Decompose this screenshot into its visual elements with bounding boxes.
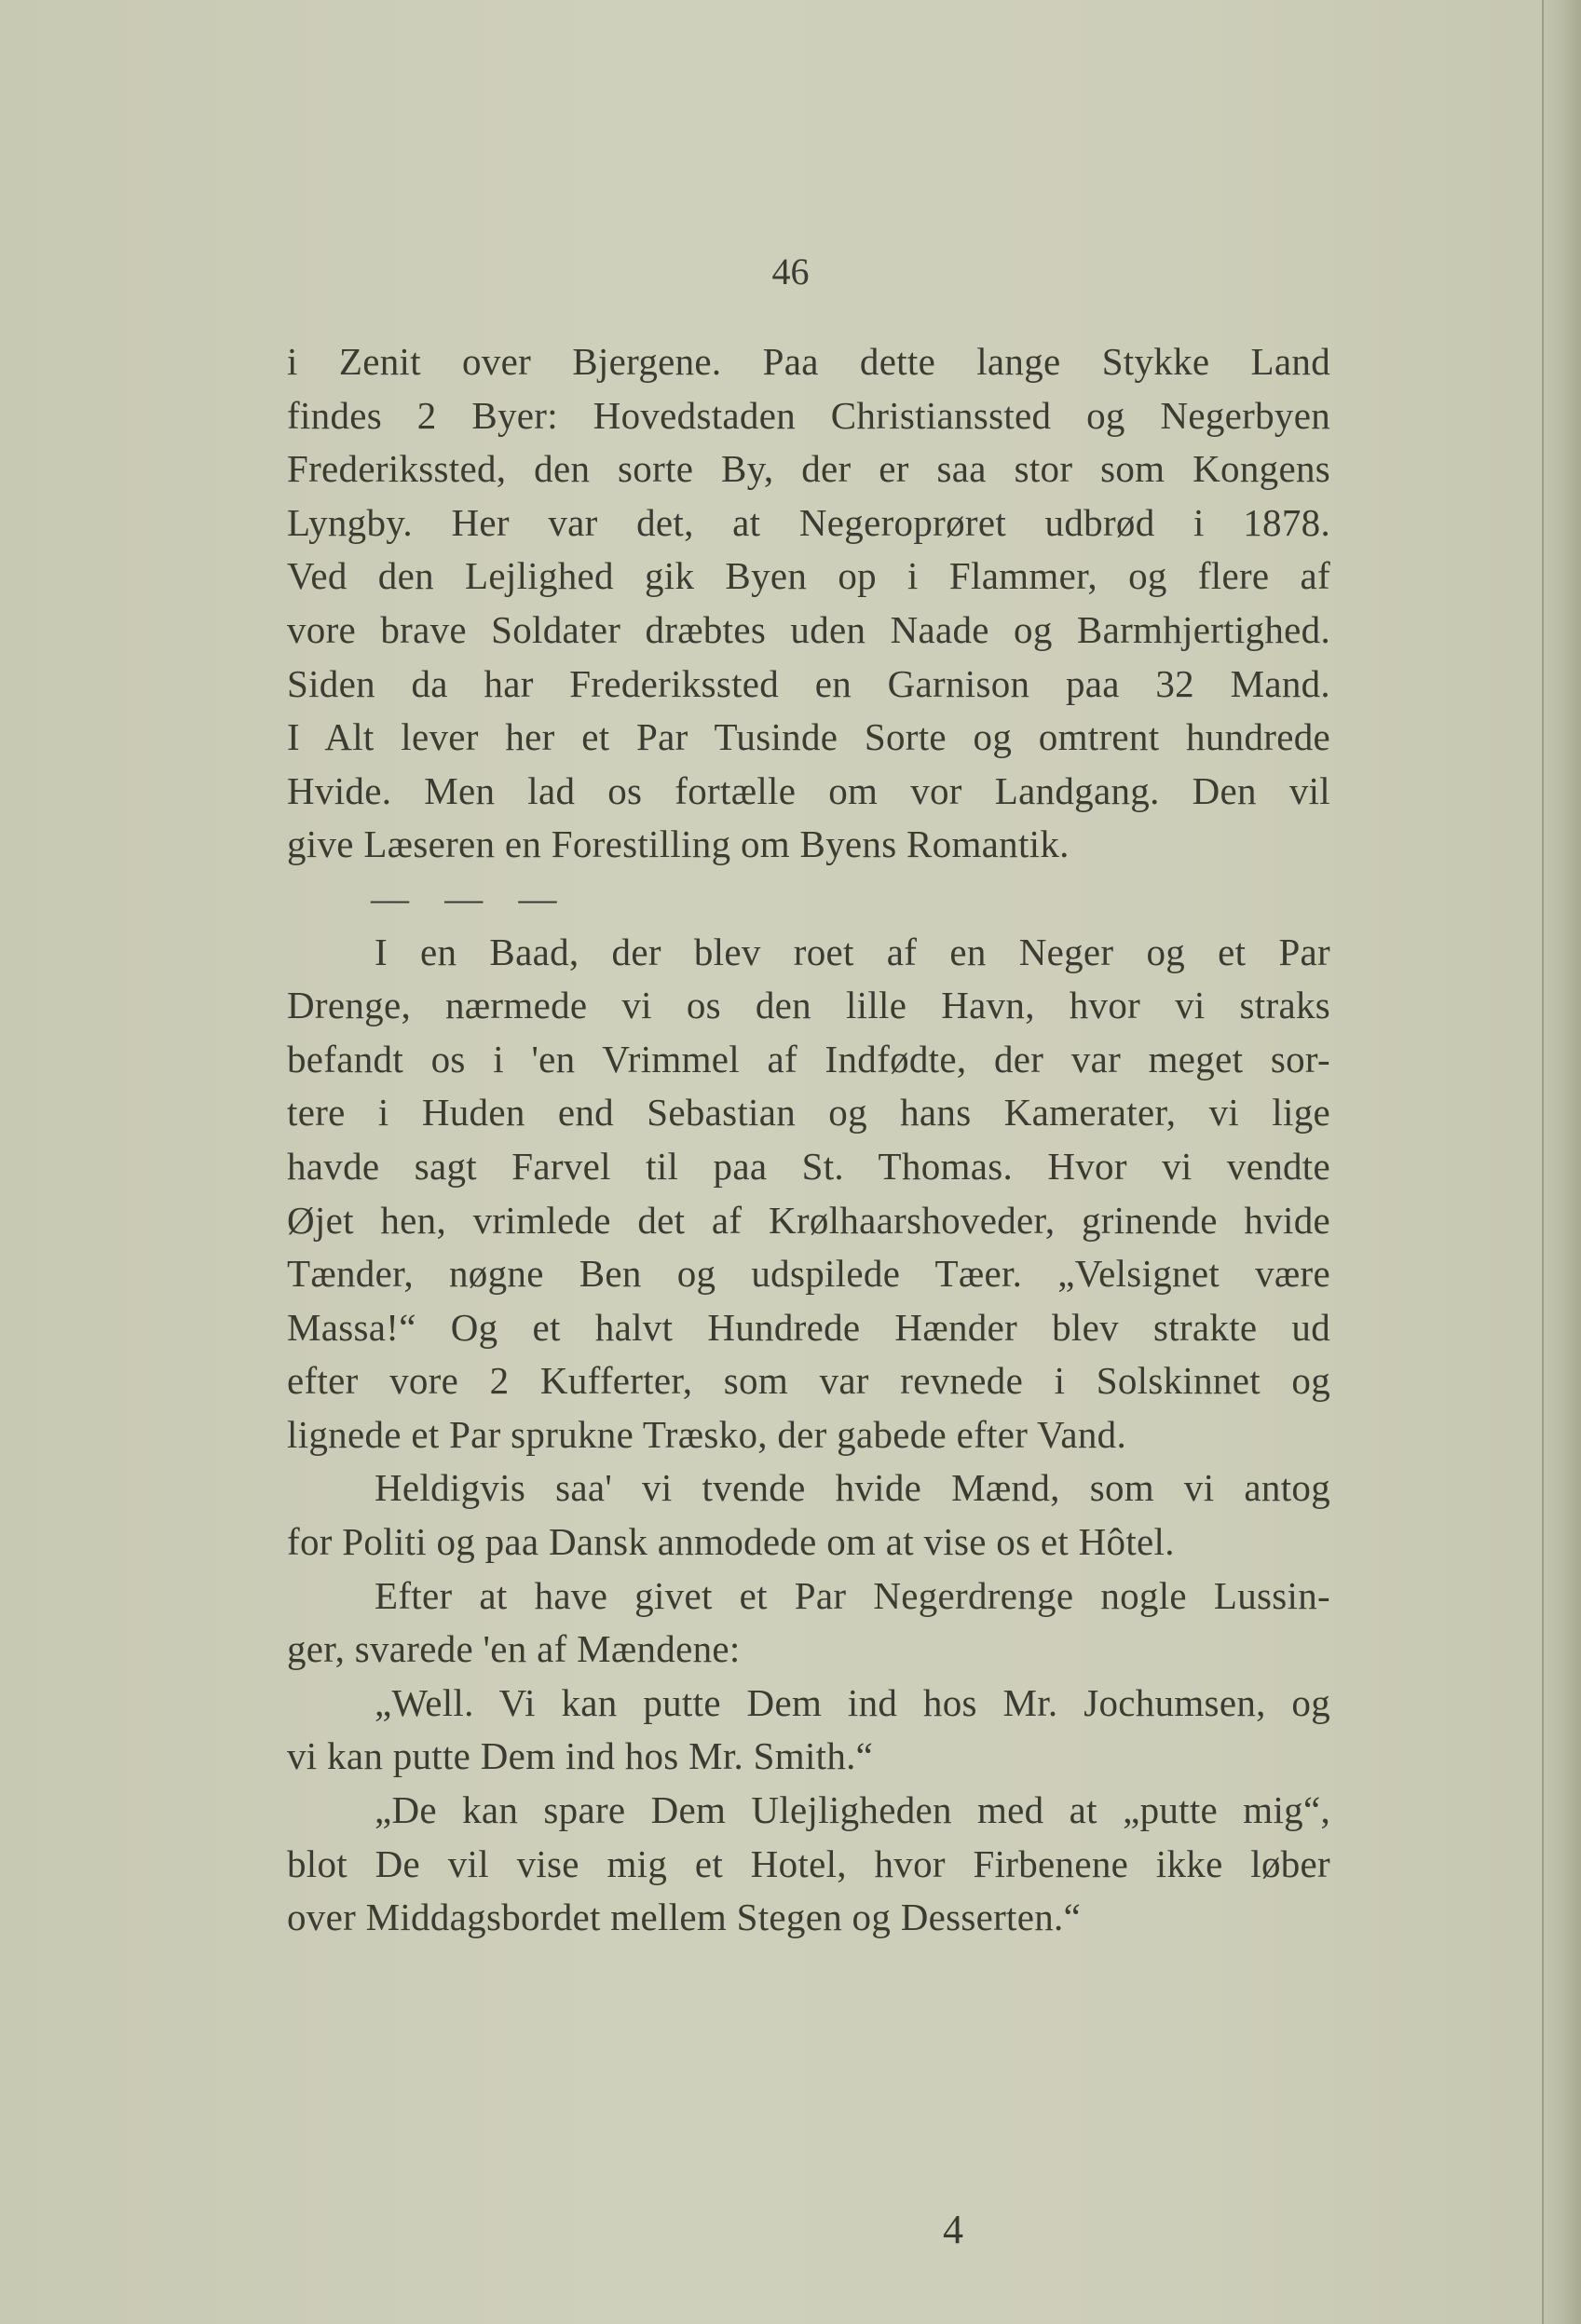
text-line: Hvide. Men lad os fortælle om vor Landgang. Den vil bbox=[287, 768, 1330, 812]
text-line: Siden da har Frederikssted en Garnison paa 32 Mand. bbox=[287, 661, 1330, 705]
text-line: Tænder, nøgne Ben og udspilede Tæer. „Velsignet være bbox=[287, 1252, 1330, 1296]
text-line: ger, svarede 'en af Mændene: bbox=[287, 1627, 741, 1671]
text-line: „Well. Vi kan putte Dem ind hos Mr. Jochumsen, og bbox=[375, 1680, 1330, 1724]
signature-mark: 4 bbox=[943, 2207, 963, 2252]
text-line: befandt os i 'en Vrimmel af Indfødte, der var meget sor- bbox=[287, 1037, 1330, 1080]
text-line: tere i Huden end Sebastian og hans Kamerater, vi lige bbox=[287, 1091, 1330, 1135]
text-line: vi kan putte Dem ind hos Mr. Smith.“ bbox=[287, 1734, 874, 1778]
text-line: havde sagt Farvel til paa St. Thomas. Hvor vi vendte bbox=[287, 1144, 1330, 1188]
body-text bbox=[287, 335, 1330, 1945]
text-line: give Læseren en Forestilling om Byens Romantik. bbox=[287, 822, 1070, 866]
section-divider: — — — bbox=[371, 876, 570, 919]
page-number: 46 bbox=[771, 251, 810, 292]
text-line: blot De vil vise mig et Hotel, hvor Firbenene ikke løber bbox=[287, 1842, 1330, 1885]
text-line: Lyngby. Her var det, at Negeroprøret udbrød i 1878. bbox=[287, 500, 1330, 544]
text-line: I en Baad, der blev roet af en Neger og et Par bbox=[375, 930, 1330, 973]
text-line: I Alt lever her et Par Tusinde Sorte og omtrent hundrede bbox=[287, 715, 1330, 759]
page-edge bbox=[1542, 0, 1581, 2324]
text-line: for Politi og paa Dansk anmodede om at vise os et Hôtel. bbox=[287, 1520, 1175, 1564]
text-line: Massa!“ Og et halvt Hundrede Hænder blev strakte ud bbox=[287, 1305, 1330, 1349]
text-line: Heldigvis saa' vi tvende hvide Mænd, som vi antog bbox=[375, 1466, 1330, 1510]
text-line: Drenge, nærmede vi os den lille Havn, hvor vi straks bbox=[287, 984, 1330, 1027]
text-line: Øjet hen, vrimlede det af Krølhaarshoveder, grinende hvide bbox=[287, 1198, 1330, 1242]
text-line: Efter at have givet et Par Negerdrenge nogle Lussin- bbox=[375, 1573, 1330, 1617]
text-line: vore brave Soldater dræbtes uden Naade og Barmhjertighed. bbox=[287, 607, 1330, 651]
text-line: Ved den Lejlighed gik Byen op i Flammer, og flere af bbox=[287, 554, 1330, 598]
text-line: lignede et Par sprukne Træsko, der gabede efter Vand. bbox=[287, 1412, 1127, 1456]
text-line: i Zenit over Bjergene. Paa dette lange Stykke Land bbox=[287, 340, 1330, 383]
text-line: Frederikssted, den sorte By, der er saa stor som Kongens bbox=[287, 447, 1330, 491]
text-line: efter vore 2 Kufferter, som var revnede i Solskinnet og bbox=[287, 1359, 1330, 1403]
text-line: findes 2 Byer: Hovedstaden Christianssted og Negerbyen bbox=[287, 393, 1330, 437]
text-line: over Middagsbordet mellem Stegen og Desserten.“ bbox=[287, 1896, 1082, 1939]
text-line: „De kan spare Dem Ulejligheden med at „putte mig“, bbox=[375, 1788, 1330, 1832]
